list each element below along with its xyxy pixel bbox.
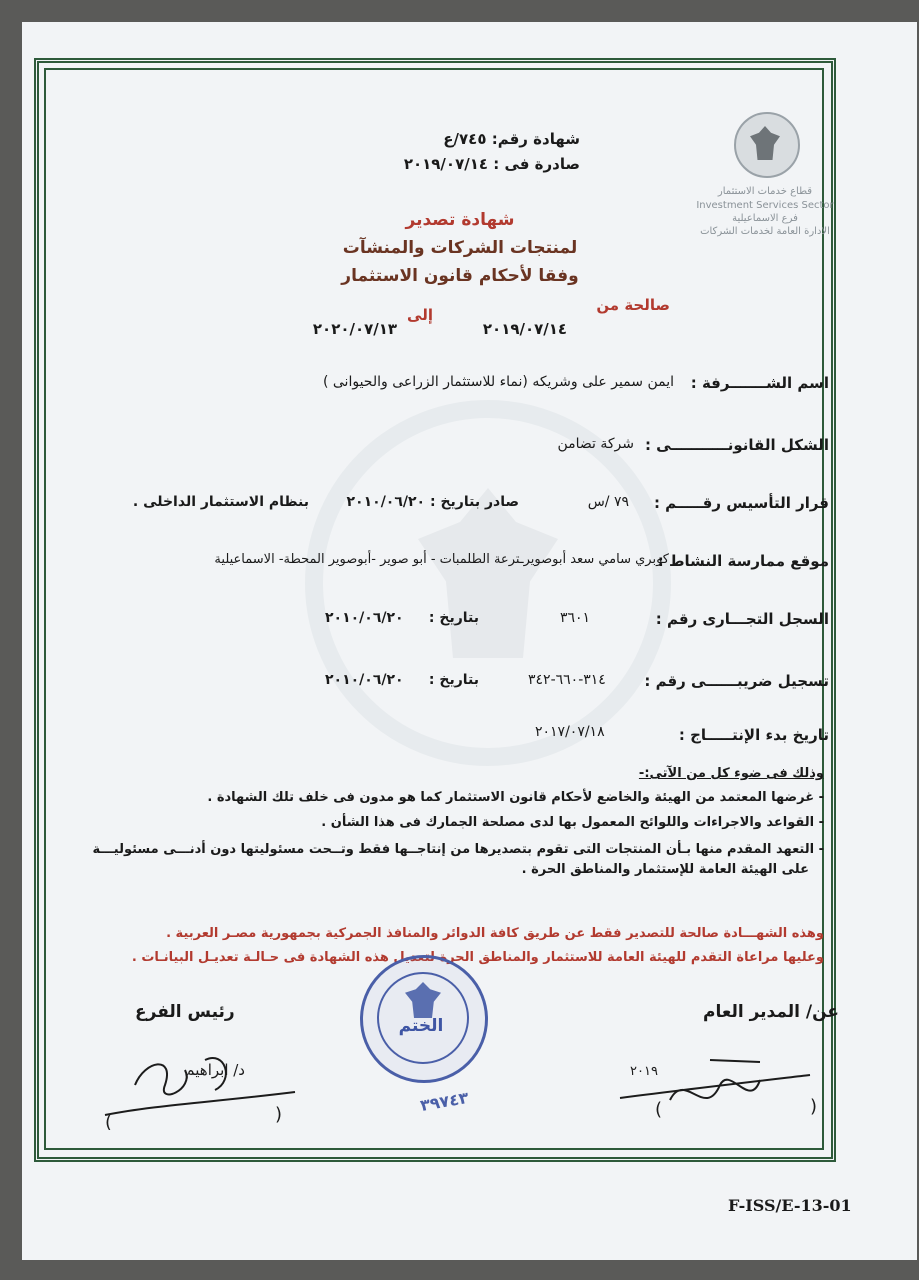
- svg-text:(: (: [105, 1112, 113, 1130]
- tax-number: ٣١٤-٦٦٠-٣٤٢: [528, 672, 606, 688]
- commercial-register-date-label: بتاريخ :: [428, 610, 479, 626]
- notice-line-2: وعليها مراعاة التقدم للهيئة العامة للاستثمار والمناطق الحرة لتعديل هذه الشهادة فى حـالـة تعديـل البيانـات .: [131, 950, 824, 965]
- gafi-logo: [690, 112, 840, 282]
- decree-system: بنظام الاستثمار الداخلى .: [132, 494, 309, 510]
- svg-text:): ): [275, 1104, 283, 1125]
- site-label: موقع ممارسة النشاط :: [657, 552, 829, 570]
- to-label: إلى: [407, 306, 433, 324]
- logo-line-1: قطاع خدمات الاستثمار: [717, 186, 813, 197]
- logo-line-4: الادارة العامة لخدمات الشركات: [700, 226, 830, 237]
- legal-form-value: شركة تضامن: [557, 436, 634, 452]
- official-stamp: [360, 955, 488, 1083]
- branch-head-signature: [95, 1030, 315, 1130]
- tax-date: ٢٠١٠/٠٦/٢٠: [325, 672, 404, 688]
- stamp-label: الختم: [398, 1016, 444, 1036]
- title-line-1: شهادة تصدير: [405, 210, 515, 230]
- decree-number: ٧٩ /س: [587, 494, 629, 510]
- logo-line-3: فرع الاسماعيلية: [732, 213, 798, 224]
- decree-date: صادر بتاريخ : ٢٠١٠/٠٦/٢٠: [346, 494, 519, 510]
- condition-3b: على الهيئة العامة للإستثمار والمناطق الحرة .: [521, 862, 809, 877]
- title-line-2: لمنتجات الشركات والمنشآت: [342, 238, 578, 258]
- tax-label: تسجيل ضريبــــــى رقم :: [644, 672, 829, 690]
- issue-date: صادرة فى : ٢٠١٩/٠٧/١٤: [403, 155, 580, 173]
- decree-label: قرار التأسيس رقـــــم :: [653, 494, 829, 512]
- general-manager-signature: [610, 1040, 830, 1130]
- logo-line-2: Investment Services Sector: [696, 200, 834, 211]
- valid-from-label: صالحة من: [596, 296, 670, 314]
- commercial-register-number: ٣٦٠١: [560, 610, 591, 626]
- notice-line-1: وهذه الشهـــادة صالحة للتصدير فقط عن طريق كافة الدوائر والمنافذ الجمركية بجمهورية مصـر العربية .: [166, 926, 824, 941]
- site-value: كوبري سامي سعد أبوصويرـترعة الطلمبات - أبو صوير -أبوصوير المحطة- الاسماعيلية: [214, 552, 669, 567]
- production-date: ٢٠١٧/٠٧/١٨: [535, 724, 605, 740]
- condition-2: - القواعد والاجراءات واللوائح المعمول بها لدى مصلحة الجمارك فى هذا الشأن .: [321, 815, 824, 830]
- condition-1: - غرضها المعتمد من الهيئة والخاضع لأحكام قانون الاستثمار كما هو مدون فى خلف تلك الشهادة .: [207, 790, 824, 805]
- valid-from-date: ٢٠١٩/٠٧/١٤: [482, 320, 568, 338]
- company-label: اسم الشـــــــرفة :: [690, 374, 829, 392]
- form-code: F-ISS/E-13-01: [728, 1196, 852, 1215]
- svg-text:(: (: [655, 1099, 663, 1120]
- svg-text:): ): [810, 1096, 818, 1117]
- watermark-eagle-icon: [418, 488, 558, 658]
- condition-3a: - التعهد المقدم منها بـأن المنتجات التى تقوم بتصديرها من إنتاجــها فقط وتــحت مسئوليتها دون أدنـــى مسئوليـــة: [92, 842, 824, 857]
- commercial-register-date: ٢٠١٠/٠٦/٢٠: [325, 610, 404, 626]
- general-manager-label: عن/ المدير العام: [703, 1002, 839, 1022]
- commercial-register-label: السجل التجـــارى رقم :: [655, 610, 829, 628]
- branch-signature-text: د/ ابراهيم: [185, 1061, 245, 1079]
- branch-head-label: رئيس الفرع: [135, 1002, 235, 1022]
- valid-to-date: ٢٠٢٠/٠٧/١٣: [312, 320, 398, 338]
- production-date-label: تاريخ بدء الإنتـــــاج :: [678, 726, 829, 744]
- conditions-heading: وذلك فى ضوء كل من الآتى:-: [638, 766, 824, 781]
- legal-form-label: الشكل القانونـــــــــــى :: [644, 436, 829, 454]
- stamp-number: ٣٩٧٤٣: [418, 1087, 471, 1116]
- company-value: ايمن سمير على وشريكه (نماء للاستثمار الزراعى والحيوانى ): [322, 374, 674, 390]
- watermark-seal: [305, 400, 671, 766]
- title-line-3: وفقا لأحكام قانون الاستثمار: [341, 266, 579, 286]
- certificate-number: شهادة رقم: ٧٤٥/ع: [443, 130, 580, 148]
- tax-date-label: بتاريخ :: [428, 672, 479, 688]
- gm-signature-date: ٢٠١٩: [630, 1064, 658, 1079]
